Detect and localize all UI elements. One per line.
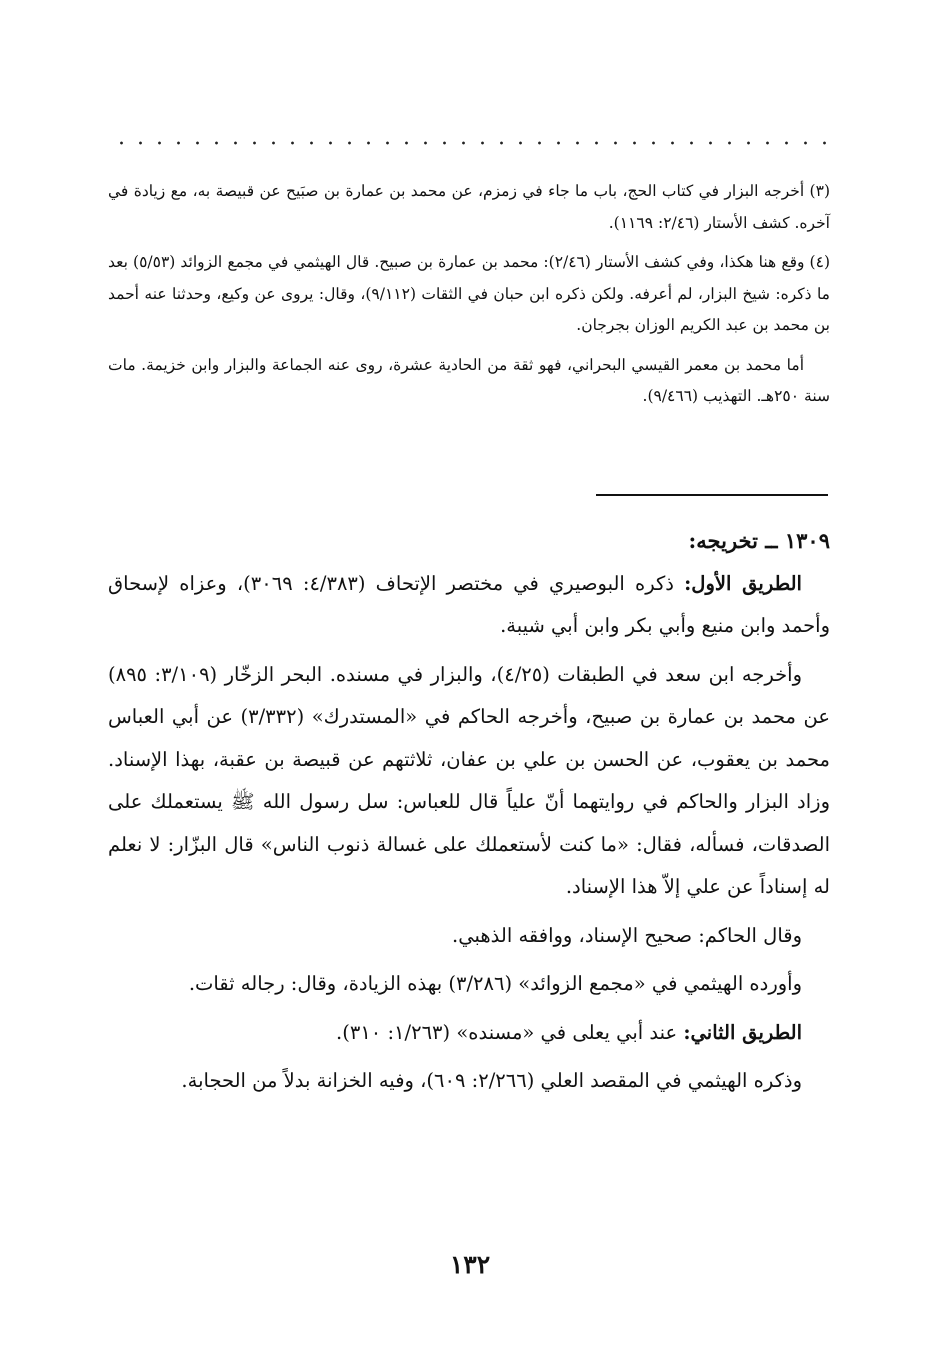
footnote-separator-dotted	[112, 140, 826, 146]
section-divider	[596, 494, 828, 496]
paragraph-haythami: وأورده الهيثمي في «مجمع الزوائد» (٣/٢٨٦) بهذه الزيادة، وقال: رجاله ثقات.	[188, 972, 802, 995]
first-route-label: الطريق الأول:	[684, 571, 802, 595]
second-route-text: عند أبي يعلى في «مسنده» (١/٢٦٣: ٣١٠).	[336, 1020, 684, 1044]
main-text-block	[108, 520, 830, 1109]
paragraph-hakim: وقال الحاكم: صحيح الإسناد، ووافقه الذهبي.	[452, 923, 802, 947]
paragraph-ibn-saad: وأخرجه ابن سعد في الطبقات (٤/٢٥)، والبزار في مسنده. البحر الزخّار (٣/١٠٩: ٨٩٥) عن محمد بن عمارة بن صبيح، وأخرجه الحاكم في «المستدرك» (٣/٣٣٢) عن أبي العباس محمد بن يعقوب، عن الحسن بن علي بن عفان، ثلاثتهم عن قبيصة بن عقبة، بهذا الإسناد. وزاد البزار والحاكم في روايتهما أنّ علياً قال للعباس: سل رسول الله ﷺ يستعملك على الصدقات، فسأله، فقال: «ما كنت لأستعملك على غسالة ذنوب الناس» قال البزّار: لا نعلم له إسناداً عن علي إلاّ هذا الإسناد.	[108, 662, 830, 898]
footnote-3: (٣) أخرجه البزار في كتاب الحج، باب ما جاء في زمزم، عن محمد بن عمارة بن صبَيح عن قبيصة به، مع زيادة في آخره. كشف الأستار (٢/٤٦: ١١٦٩).	[108, 182, 830, 232]
footnotes-block	[108, 176, 830, 421]
section-heading: ١٣٠٩ ــ تخريجه:	[688, 528, 830, 553]
second-route-label: الطريق الثاني:	[683, 1020, 802, 1044]
footnote-4: (٤) وقع هنا هكذا، وفي كشف الأستار (٢/٤٦): محمد بن عمارة بن صبيح. قال الهيثمي في مجمع الزوائد (٥/٥٣) بعد ما ذكره: شيخ البزار، لم أعرفه. ولكن ذكره ابن حبان في الثقات (٩/١١٢)، وقال: يروى عن وكيع، وحدثنا عنه أحمد بن محمد بن عبد الكريم الوزان بجرجان.	[108, 253, 830, 334]
page-number: ١٣٢	[449, 1250, 491, 1279]
first-route-text: ذكره البوصيري في مختصر الإتحاف (٤/٣٨٣: ٣٠٦٩)، وعزاه لإسحاق وأحمد وابن منيع وأبي بكر وابن أبي شيبة.	[108, 571, 830, 637]
paragraph-maqsad: وذكره الهيثمي في المقصد العلي (٢/٢٦٦: ٦٠٩)، وفيه الخزانة بدلاً من الحجابة.	[181, 1069, 802, 1092]
footnote-4-continuation: أما محمد بن معمر القيسي البحراني، فهو ثقة من الحادية عشرة، روى عنه الجماعة والبزار وابن خزيمة. مات سنة ٢٥٠هـ. التهذيب (٩/٤٦٦).	[108, 355, 830, 405]
paragraph-second-route	[108, 1012, 830, 1055]
paragraph-first-route	[108, 563, 830, 648]
